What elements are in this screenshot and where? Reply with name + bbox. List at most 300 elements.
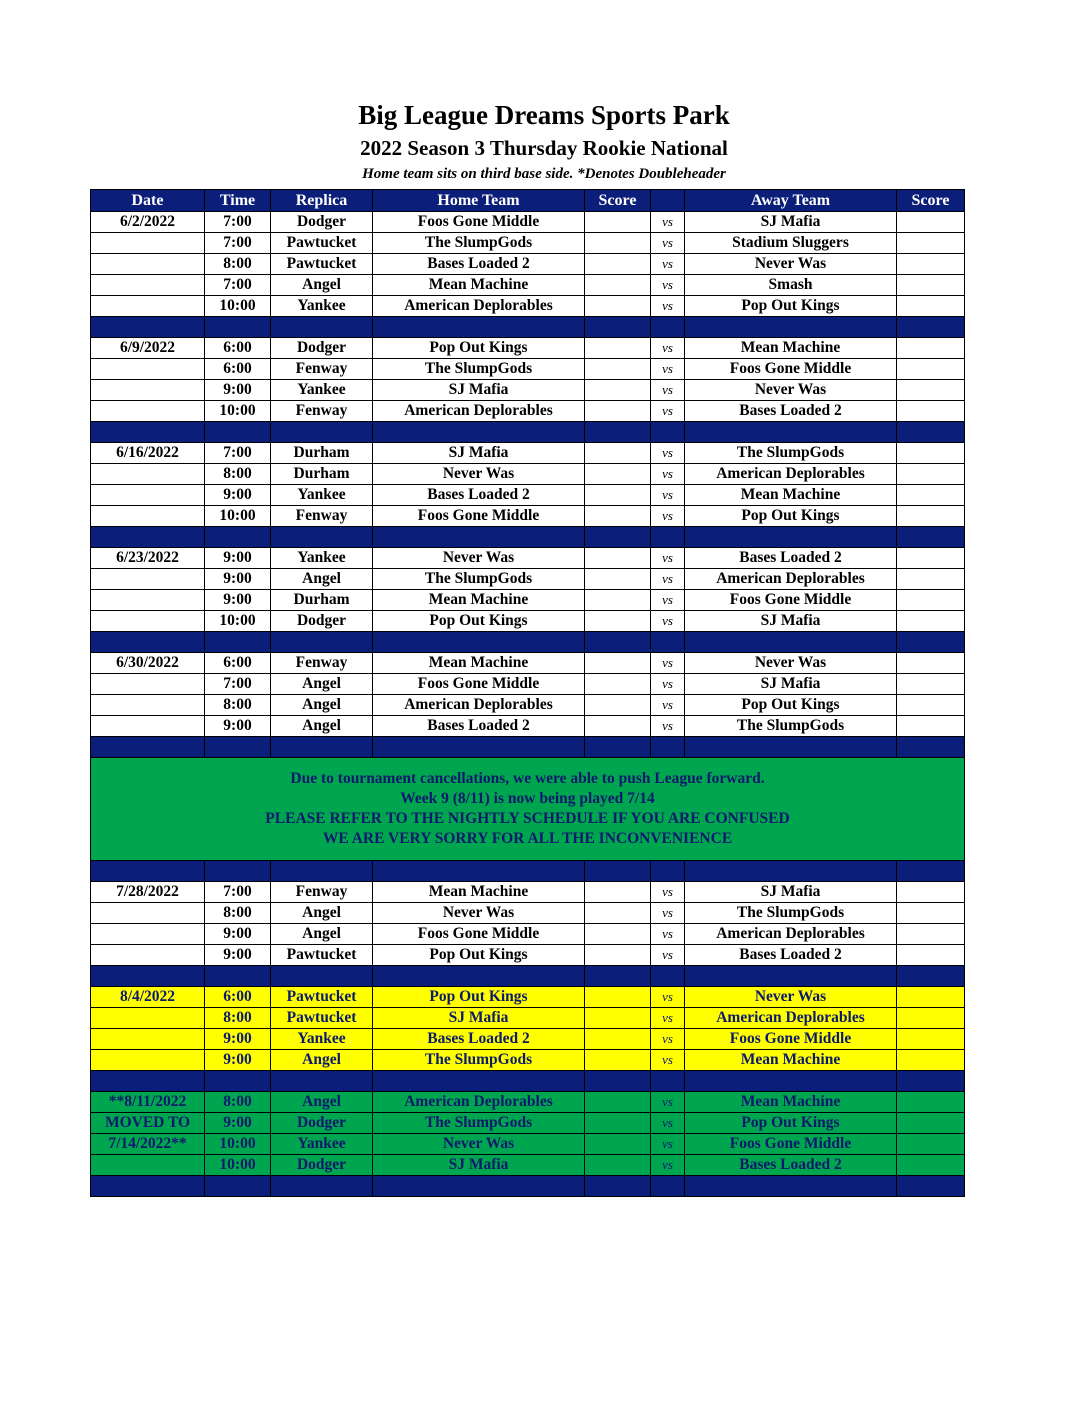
home-score-cell (585, 569, 651, 590)
separator-cell (897, 527, 965, 548)
separator-cell (897, 737, 965, 758)
notice-message (91, 758, 965, 861)
separator-cell (271, 1071, 373, 1092)
replica-cell: Dodger (271, 212, 373, 233)
home-score-cell (585, 443, 651, 464)
vs-cell: vs (651, 903, 685, 924)
separator-row (91, 966, 965, 987)
replica-cell: Durham (271, 464, 373, 485)
replica-cell: Fenway (271, 882, 373, 903)
replica-cell: Fenway (271, 653, 373, 674)
home-score-cell (585, 924, 651, 945)
replica-cell: Pawtucket (271, 1008, 373, 1029)
date-cell (91, 464, 205, 485)
separator-cell (897, 861, 965, 882)
separator-cell (91, 527, 205, 548)
game-row (91, 1029, 965, 1050)
time-cell: 8:00 (205, 903, 271, 924)
home-score-cell (585, 611, 651, 632)
separator-cell (897, 317, 965, 338)
home-score-cell (585, 1050, 651, 1071)
home-score-cell (585, 1155, 651, 1176)
time-cell: 10:00 (205, 401, 271, 422)
away-team-cell: Smash (685, 275, 897, 296)
game-row (91, 548, 965, 569)
vs-cell: vs (651, 464, 685, 485)
away-score-cell (897, 945, 965, 966)
separator-cell (271, 422, 373, 443)
game-row (91, 716, 965, 737)
date-cell: 6/23/2022 (91, 548, 205, 569)
vs-cell: vs (651, 338, 685, 359)
away-score-cell (897, 695, 965, 716)
date-cell: 6/16/2022 (91, 443, 205, 464)
separator-cell (651, 1176, 685, 1197)
separator-cell (651, 422, 685, 443)
home-team-cell: Foos Gone Middle (373, 924, 585, 945)
home-score-cell (585, 695, 651, 716)
time-cell: 10:00 (205, 1155, 271, 1176)
vs-cell: vs (651, 1155, 685, 1176)
date-cell (91, 569, 205, 590)
replica-cell: Yankee (271, 1134, 373, 1155)
away-team-cell: Bases Loaded 2 (685, 1155, 897, 1176)
vs-cell: vs (651, 653, 685, 674)
replica-cell: Pawtucket (271, 233, 373, 254)
away-team-cell: Bases Loaded 2 (685, 401, 897, 422)
home-team-cell: Bases Loaded 2 (373, 254, 585, 275)
separator-cell (373, 1071, 585, 1092)
home-team-cell: Foos Gone Middle (373, 212, 585, 233)
away-team-cell: Stadium Sluggers (685, 233, 897, 254)
home-score-cell (585, 233, 651, 254)
home-score-cell (585, 212, 651, 233)
schedule-table (90, 189, 965, 1197)
replica-cell: Dodger (271, 611, 373, 632)
home-team-cell: American Deplorables (373, 695, 585, 716)
game-row (91, 296, 965, 317)
away-team-cell: Pop Out Kings (685, 506, 897, 527)
replica-cell: Fenway (271, 506, 373, 527)
separator-cell (685, 317, 897, 338)
separator-row (91, 422, 965, 443)
separator-cell (91, 1071, 205, 1092)
replica-cell: Angel (271, 1050, 373, 1071)
away-team-cell: Foos Gone Middle (685, 1029, 897, 1050)
date-cell (91, 716, 205, 737)
time-cell: 8:00 (205, 464, 271, 485)
away-team-cell: Pop Out Kings (685, 296, 897, 317)
away-score-cell (897, 380, 965, 401)
separator-cell (585, 632, 651, 653)
time-cell: 9:00 (205, 945, 271, 966)
date-cell (91, 485, 205, 506)
separator-cell (585, 1176, 651, 1197)
away-score-cell (897, 882, 965, 903)
separator-cell (651, 632, 685, 653)
game-row (91, 254, 965, 275)
game-row (91, 1008, 965, 1029)
vs-cell: vs (651, 359, 685, 380)
home-team-cell: The SlumpGods (373, 1113, 585, 1134)
date-cell (91, 924, 205, 945)
home-score-cell (585, 653, 651, 674)
away-team-cell: Pop Out Kings (685, 695, 897, 716)
time-cell: 9:00 (205, 380, 271, 401)
away-score-cell (897, 653, 965, 674)
away-team-cell: Bases Loaded 2 (685, 548, 897, 569)
vs-cell: vs (651, 548, 685, 569)
date-cell: MOVED TO (91, 1113, 205, 1134)
date-cell: 7/28/2022 (91, 882, 205, 903)
home-score-cell (585, 1008, 651, 1029)
away-team-cell: American Deplorables (685, 569, 897, 590)
away-team-cell: Mean Machine (685, 1092, 897, 1113)
vs-cell: vs (651, 882, 685, 903)
away-score-cell (897, 987, 965, 1008)
away-team-cell: Foos Gone Middle (685, 590, 897, 611)
home-score-cell (585, 945, 651, 966)
separator-cell (91, 737, 205, 758)
away-team-cell: Mean Machine (685, 338, 897, 359)
home-team-cell: The SlumpGods (373, 359, 585, 380)
vs-cell: vs (651, 275, 685, 296)
date-cell: 6/9/2022 (91, 338, 205, 359)
home-score-cell (585, 464, 651, 485)
game-row (91, 987, 965, 1008)
replica-cell: Durham (271, 443, 373, 464)
away-score-cell (897, 1113, 965, 1134)
vs-cell: vs (651, 716, 685, 737)
separator-row (91, 317, 965, 338)
home-team-cell: American Deplorables (373, 401, 585, 422)
away-team-cell: The SlumpGods (685, 716, 897, 737)
separator-cell (205, 1176, 271, 1197)
vs-cell: vs (651, 506, 685, 527)
date-cell (91, 674, 205, 695)
separator-cell (897, 632, 965, 653)
separator-row (91, 1176, 965, 1197)
header-row (91, 190, 965, 212)
date-cell (91, 590, 205, 611)
replica-cell: Angel (271, 275, 373, 296)
home-team-cell: Pop Out Kings (373, 338, 585, 359)
home-team-cell: Bases Loaded 2 (373, 716, 585, 737)
home-score-cell (585, 359, 651, 380)
date-cell (91, 945, 205, 966)
game-row (91, 1092, 965, 1113)
replica-cell: Yankee (271, 1029, 373, 1050)
home-team-cell: Pop Out Kings (373, 611, 585, 632)
date-cell (91, 296, 205, 317)
col-away-team: Away Team (685, 190, 897, 212)
away-team-cell: American Deplorables (685, 464, 897, 485)
separator-cell (271, 317, 373, 338)
away-team-cell: Never Was (685, 987, 897, 1008)
time-cell: 6:00 (205, 359, 271, 380)
away-score-cell (897, 359, 965, 380)
home-score-cell (585, 506, 651, 527)
home-team-cell: The SlumpGods (373, 569, 585, 590)
schedule-body (91, 212, 965, 1197)
replica-cell: Fenway (271, 359, 373, 380)
separator-cell (205, 527, 271, 548)
game-row (91, 506, 965, 527)
home-score-cell (585, 1134, 651, 1155)
away-score-cell (897, 1008, 965, 1029)
date-cell (91, 1155, 205, 1176)
separator-cell (685, 737, 897, 758)
game-row (91, 485, 965, 506)
home-team-cell: Mean Machine (373, 653, 585, 674)
vs-cell: vs (651, 987, 685, 1008)
home-score-cell (585, 275, 651, 296)
game-row (91, 1155, 965, 1176)
time-cell: 8:00 (205, 254, 271, 275)
away-team-cell: Never Was (685, 254, 897, 275)
vs-cell: vs (651, 924, 685, 945)
separator-cell (373, 966, 585, 987)
vs-cell: vs (651, 695, 685, 716)
game-row (91, 233, 965, 254)
separator-cell (373, 527, 585, 548)
vs-cell: vs (651, 254, 685, 275)
separator-cell (585, 966, 651, 987)
separator-cell (685, 966, 897, 987)
date-cell: 6/30/2022 (91, 653, 205, 674)
vs-cell: vs (651, 401, 685, 422)
game-row (91, 590, 965, 611)
col-date: Date (91, 190, 205, 212)
game-row (91, 212, 965, 233)
time-cell: 9:00 (205, 590, 271, 611)
time-cell: 7:00 (205, 275, 271, 296)
separator-cell (651, 737, 685, 758)
time-cell: 6:00 (205, 338, 271, 359)
separator-cell (91, 632, 205, 653)
away-team-cell: SJ Mafia (685, 611, 897, 632)
away-score-cell (897, 674, 965, 695)
vs-cell: vs (651, 945, 685, 966)
col-replica: Replica (271, 190, 373, 212)
away-team-cell: American Deplorables (685, 1008, 897, 1029)
date-cell: 7/14/2022** (91, 1134, 205, 1155)
date-cell (91, 359, 205, 380)
home-team-cell: SJ Mafia (373, 380, 585, 401)
vs-cell: vs (651, 296, 685, 317)
vs-cell: vs (651, 1092, 685, 1113)
away-team-cell: Pop Out Kings (685, 1113, 897, 1134)
replica-cell: Yankee (271, 380, 373, 401)
time-cell: 9:00 (205, 548, 271, 569)
replica-cell: Angel (271, 716, 373, 737)
time-cell: 9:00 (205, 1050, 271, 1071)
time-cell: 9:00 (205, 924, 271, 945)
vs-cell: vs (651, 443, 685, 464)
away-team-cell: Bases Loaded 2 (685, 945, 897, 966)
separator-cell (271, 861, 373, 882)
date-cell (91, 1008, 205, 1029)
separator-cell (271, 527, 373, 548)
separator-cell (373, 422, 585, 443)
home-team-cell: SJ Mafia (373, 443, 585, 464)
away-score-cell (897, 212, 965, 233)
away-score-cell (897, 1029, 965, 1050)
schedule-note: Home team sits on third base side. *Denotes Doubleheader (362, 166, 726, 182)
vs-cell: vs (651, 212, 685, 233)
away-team-cell: Mean Machine (685, 1050, 897, 1071)
separator-row (91, 632, 965, 653)
replica-cell: Angel (271, 674, 373, 695)
separator-cell (205, 861, 271, 882)
home-score-cell (585, 987, 651, 1008)
home-team-cell: Bases Loaded 2 (373, 1029, 585, 1050)
date-cell (91, 401, 205, 422)
away-team-cell: Mean Machine (685, 485, 897, 506)
notice-line: WE ARE VERY SORRY FOR ALL THE INCONVENIENCE (322, 830, 733, 847)
separator-cell (205, 422, 271, 443)
away-score-cell (897, 506, 965, 527)
home-score-cell (585, 254, 651, 275)
col-home-score: Score (585, 190, 651, 212)
replica-cell: Dodger (271, 338, 373, 359)
time-cell: 9:00 (205, 1113, 271, 1134)
away-score-cell (897, 1050, 965, 1071)
separator-row (91, 737, 965, 758)
date-cell (91, 233, 205, 254)
separator-cell (91, 966, 205, 987)
separator-cell (585, 317, 651, 338)
vs-cell: vs (651, 1008, 685, 1029)
separator-cell (205, 317, 271, 338)
time-cell: 9:00 (205, 716, 271, 737)
separator-cell (205, 1071, 271, 1092)
date-cell (91, 380, 205, 401)
notice-line: Week 9 (8/11) is now being played 7/14 (400, 790, 655, 807)
separator-cell (685, 1071, 897, 1092)
away-team-cell: SJ Mafia (685, 882, 897, 903)
game-row (91, 338, 965, 359)
separator-cell (651, 317, 685, 338)
away-score-cell (897, 548, 965, 569)
date-cell (91, 254, 205, 275)
replica-cell: Angel (271, 903, 373, 924)
home-team-cell: Mean Machine (373, 590, 585, 611)
home-score-cell (585, 338, 651, 359)
vs-cell: vs (651, 674, 685, 695)
away-team-cell: The SlumpGods (685, 443, 897, 464)
separator-cell (685, 527, 897, 548)
vs-cell: vs (651, 1050, 685, 1071)
separator-row (91, 527, 965, 548)
separator-cell (685, 1176, 897, 1197)
home-score-cell (585, 674, 651, 695)
game-row (91, 945, 965, 966)
home-team-cell: American Deplorables (373, 1092, 585, 1113)
separator-cell (685, 422, 897, 443)
game-row (91, 359, 965, 380)
away-score-cell (897, 485, 965, 506)
separator-cell (897, 422, 965, 443)
game-row (91, 275, 965, 296)
separator-cell (205, 632, 271, 653)
vs-cell: vs (651, 611, 685, 632)
game-row (91, 924, 965, 945)
away-team-cell: SJ Mafia (685, 212, 897, 233)
separator-cell (651, 527, 685, 548)
game-row (91, 569, 965, 590)
separator-cell (651, 1071, 685, 1092)
away-score-cell (897, 233, 965, 254)
away-score-cell (897, 903, 965, 924)
separator-cell (373, 861, 585, 882)
vs-cell: vs (651, 1134, 685, 1155)
replica-cell: Yankee (271, 296, 373, 317)
date-cell (91, 275, 205, 296)
separator-cell (897, 966, 965, 987)
time-cell: 8:00 (205, 1092, 271, 1113)
home-score-cell (585, 548, 651, 569)
time-cell: 8:00 (205, 695, 271, 716)
away-team-cell: SJ Mafia (685, 674, 897, 695)
away-team-cell: The SlumpGods (685, 903, 897, 924)
time-cell: 7:00 (205, 882, 271, 903)
time-cell: 9:00 (205, 569, 271, 590)
replica-cell: Yankee (271, 548, 373, 569)
separator-cell (585, 1071, 651, 1092)
date-cell: **8/11/2022 (91, 1092, 205, 1113)
game-row (91, 1113, 965, 1134)
separator-cell (271, 632, 373, 653)
separator-cell (91, 317, 205, 338)
game-row (91, 674, 965, 695)
vs-cell: vs (651, 1113, 685, 1134)
replica-cell: Pawtucket (271, 254, 373, 275)
separator-cell (91, 1176, 205, 1197)
game-row (91, 882, 965, 903)
separator-row (91, 1071, 965, 1092)
col-home-team: Home Team (373, 190, 585, 212)
away-score-cell (897, 611, 965, 632)
away-team-cell: Never Was (685, 653, 897, 674)
home-team-cell: Foos Gone Middle (373, 506, 585, 527)
separator-cell (585, 527, 651, 548)
away-team-cell: Foos Gone Middle (685, 1134, 897, 1155)
home-score-cell (585, 590, 651, 611)
away-score-cell (897, 464, 965, 485)
replica-cell: Angel (271, 569, 373, 590)
separator-cell (271, 1176, 373, 1197)
date-cell: 8/4/2022 (91, 987, 205, 1008)
separator-row (91, 861, 965, 882)
away-team-cell: Never Was (685, 380, 897, 401)
col-away-score: Score (897, 190, 965, 212)
page-subtitle: 2022 Season 3 Thursday Rookie National (360, 136, 728, 160)
home-score-cell (585, 1029, 651, 1050)
time-cell: 8:00 (205, 1008, 271, 1029)
vs-cell: vs (651, 233, 685, 254)
home-score-cell (585, 716, 651, 737)
separator-cell (373, 737, 585, 758)
replica-cell: Durham (271, 590, 373, 611)
game-row (91, 653, 965, 674)
game-row (91, 611, 965, 632)
separator-cell (685, 632, 897, 653)
separator-cell (585, 861, 651, 882)
home-team-cell: Mean Machine (373, 882, 585, 903)
time-cell: 9:00 (205, 485, 271, 506)
home-team-cell: Mean Machine (373, 275, 585, 296)
